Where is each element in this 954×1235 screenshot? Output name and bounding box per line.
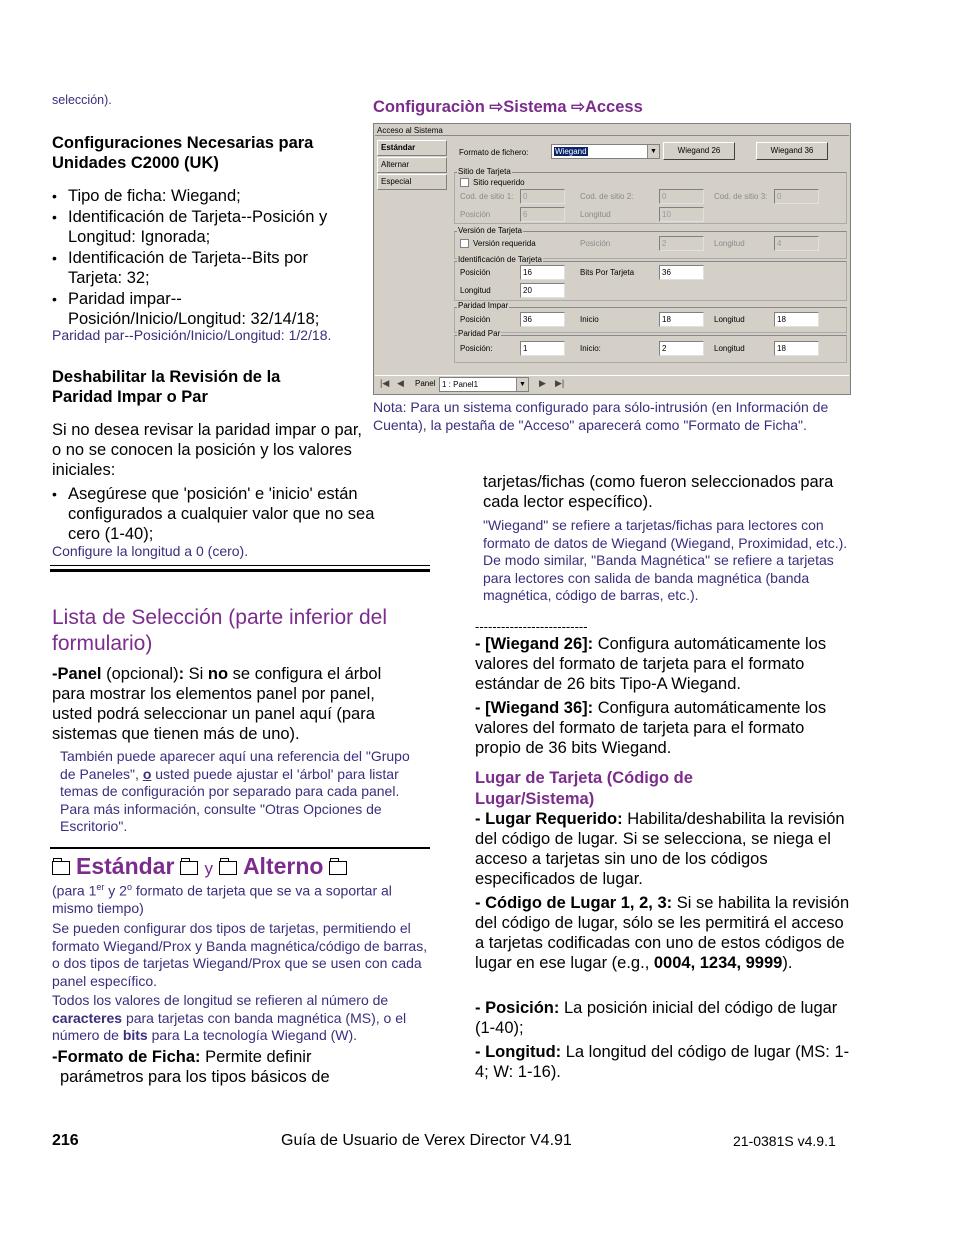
std-subtitle bbox=[52, 879, 432, 918]
panel-note-text: También puede aparecer aquí una referencia del "Grupo de Paneles", bbox=[60, 748, 410, 782]
id-len-label: Longitud bbox=[460, 286, 491, 295]
note-bold: caracteres bbox=[52, 1009, 123, 1026]
odd-start-label: Inicio bbox=[580, 315, 599, 324]
site-code1-field[interactable]: 0 bbox=[520, 189, 565, 204]
list-item: • Tipo de ficha: Wiegand; bbox=[52, 186, 362, 206]
position-label: Posición: bbox=[485, 999, 560, 1017]
site-code-paragraph: - Código de Lugar 1, 2, 3: Si se habilita la revisión del código de lugar, sólo se les permitirá el acceso a tarjetas codificadas con uno de estos códigos de lugar en ese lugar (e.g., 0004, 1234, 9999). bbox=[475, 894, 850, 972]
panel-label: -Panel bbox=[52, 665, 102, 683]
site-group-title: Sitio de Tarjeta bbox=[458, 167, 511, 176]
id-pos-field[interactable]: 16 bbox=[520, 265, 565, 280]
site-code3-label: Cod. de sitio 3: bbox=[714, 192, 768, 201]
site-pos-label: Posición bbox=[460, 210, 491, 219]
id-group bbox=[454, 261, 847, 301]
site-code-end: ). bbox=[782, 954, 793, 972]
site-required-paragraph: - Lugar Requerido: Habilita/deshabilita la revisión del código de lugar. Si se selecciona, se niega el acceso a tarjetas sin uno de los códigos especificados de lugar. bbox=[475, 810, 845, 888]
version-len-label: Longitud bbox=[714, 239, 745, 248]
wiegand-note: "Wiegand" se refiere a tarjetas/fichas para lectores con formato de datos de Wiegand (Wiegand, Proximidad, etc.). De modo similar, "Banda Magnética" se refiere a tarjetas para lectores con salida de banda magnética (banda magnética, código de barras, etc.). bbox=[483, 517, 848, 603]
list-item: • Identificación de Tarjeta--Bits por Tarjeta: 32; bbox=[52, 248, 362, 288]
std-note-2 bbox=[52, 992, 427, 1045]
id-bits-label: Bits Por Tarjeta bbox=[580, 268, 635, 277]
w26-paragraph: - [Wiegand 26]: Configura automáticamente los valores del formato de tarjeta para el formato estándar de 26 bits Tipo-A Wiegand. bbox=[475, 635, 827, 693]
id-pos-label: Posición bbox=[460, 268, 491, 277]
w26-text: Configura automáticamente los valores del formato de tarjeta para el formato estándar de 26 bits Tipo-A Wiegand. bbox=[475, 635, 827, 693]
list-heading: Lista de Selección (parte inferior del formulario) bbox=[52, 606, 388, 655]
std-note-1: Se pueden configurar dos tipos de tarjetas, permitiendo el formato Wiegand/Prox y Banda magnética/código de barras, o dos tipos de tarjetas Wiegand/Prox que se usen con cada panel específico. bbox=[52, 920, 428, 989]
version-required-checkbox[interactable] bbox=[460, 239, 469, 248]
menu-path-item: Configuraciòn bbox=[373, 98, 485, 116]
first-record-icon[interactable]: |◀ bbox=[380, 378, 390, 388]
dashes: -------------------------- bbox=[475, 619, 588, 634]
even-pos-label: Posición: bbox=[460, 344, 493, 353]
uk-note: Paridad par--Posición/Inicio/Longitud: 1/2/18. bbox=[52, 327, 332, 343]
id-bits-field[interactable]: 36 bbox=[659, 265, 704, 280]
arrow-icon: ⇨ bbox=[571, 98, 585, 116]
w36-text: Configura automáticamente los valores del formato de tarjeta para el formato propio de 36 bits Wiegand. bbox=[475, 699, 827, 757]
folder-icon bbox=[52, 861, 70, 875]
std-sub-sup: o bbox=[126, 882, 132, 892]
format-paragraph: -Formato de Ficha: Permite definir parámetros para los tipos básicos de bbox=[52, 1048, 330, 1086]
arrow-icon: ⇨ bbox=[489, 98, 504, 116]
id-group-title: Identificación de Tarjeta bbox=[458, 255, 542, 264]
length-label: Longitud: bbox=[485, 1043, 562, 1061]
format-text: Permite definir parámetros para los tipos básicos de bbox=[60, 1048, 330, 1086]
odd-pos-field[interactable]: 36 bbox=[520, 312, 565, 327]
site-required-text: Habilita/deshabilita la revisión del código de lugar. Si se selecciona, se niega el acceso a tarjetas sin uno de los códigos especificados de lugar. bbox=[475, 810, 845, 888]
page-number: 216 bbox=[52, 1132, 79, 1149]
panel-select-value: 1 : Panel1 bbox=[442, 380, 479, 389]
odd-start-field[interactable]: 18 bbox=[659, 312, 704, 327]
format-value: Wiegand bbox=[555, 147, 587, 156]
std-heading-2: Alterno bbox=[242, 853, 324, 879]
menu-path-item: Sistema bbox=[503, 98, 567, 116]
even-len-label: Longitud bbox=[714, 344, 745, 353]
top-note: selección). bbox=[52, 93, 112, 107]
even-start-field[interactable]: 2 bbox=[659, 341, 704, 356]
length-text: La longitud del código de lugar (MS: 1-4; W: 1-16). bbox=[475, 1043, 850, 1081]
site-len-label: Longitud bbox=[580, 210, 611, 219]
tab-standard[interactable]: Estándar bbox=[377, 140, 447, 156]
std-heading-1: Estándar bbox=[76, 853, 175, 879]
position-text: La posición inicial del código de lugar (1-40); bbox=[475, 999, 838, 1037]
footer-title: Guía de Usuario de Verex Director V4.91 bbox=[281, 1132, 572, 1149]
std-sub-text: y 2 bbox=[104, 882, 127, 899]
w36-paragraph: - [Wiegand 36]: Configura automáticamente los valores del formato de tarjeta para el formato propio de 36 bits Wiegand. bbox=[475, 699, 827, 757]
list-item: • Asegúrese que 'posición' e 'inicio' están configurados a cualquier valor que no sea cero (1-40); bbox=[52, 484, 397, 544]
prev-record-icon[interactable]: ◀ bbox=[397, 378, 404, 388]
figure-note: Nota: Para un sistema configurado para sólo-intrusión (en Información de Cuenta), la pestaña de "Acceso" aparecerá como "Formato de Ficha". bbox=[373, 399, 829, 433]
std-sub-sup: er bbox=[96, 882, 105, 892]
odd-len-label: Longitud bbox=[714, 315, 745, 324]
list-item: • Identificación de Tarjeta--Posición y Longitud: Ignorada; bbox=[52, 207, 362, 247]
divider bbox=[50, 847, 430, 849]
disable-bullet-list bbox=[52, 484, 397, 545]
even-pos-field[interactable]: 1 bbox=[520, 341, 565, 356]
site-heading: Lugar de Tarjeta (Código de Lugar/Sistema) bbox=[475, 769, 693, 808]
even-start-label: Inicio: bbox=[580, 344, 601, 353]
divider bbox=[50, 565, 430, 566]
version-required-label: Versión requerida bbox=[473, 239, 536, 248]
format-select[interactable] bbox=[551, 144, 660, 159]
menu-path bbox=[373, 97, 643, 117]
uk-bullet-list bbox=[52, 186, 362, 330]
even-parity-title: Paridad Par bbox=[458, 329, 501, 338]
site-code-example: 0004, 1234, 9999 bbox=[653, 954, 783, 972]
panel-note-o: o bbox=[142, 765, 152, 782]
id-len-field[interactable]: 20 bbox=[520, 283, 565, 298]
panel-paragraph bbox=[52, 664, 397, 744]
list-item: • Paridad impar-- Posición/Inicio/Longitud: 32/14/18; bbox=[52, 289, 342, 329]
site-code2-label: Cod. de sitio 2: bbox=[580, 192, 634, 201]
odd-parity-title: Paridad Impar bbox=[458, 301, 509, 310]
w26-label: [Wiegand 26]: bbox=[485, 635, 594, 653]
panel-note bbox=[60, 748, 420, 836]
disable-body: Si no desea revisar la paridad impar o par, o no se conocen la posición y los valores iniciales: bbox=[52, 421, 363, 479]
panel-opt: (opcional) bbox=[101, 665, 179, 683]
cont-text: tarjetas/fichas (como fueron seleccionados para cada lector específico). bbox=[483, 473, 834, 511]
wiegand-36-button[interactable]: Wiegand 36 bbox=[756, 142, 828, 160]
site-code1-label: Cod. de sitio 1: bbox=[460, 192, 514, 201]
doc-number: 21-0381S v4.9.1 bbox=[733, 1133, 836, 1149]
site-code3-field[interactable]: 0 bbox=[774, 189, 819, 204]
divider bbox=[50, 569, 430, 572]
format-label: Formato de Ficha: bbox=[57, 1048, 201, 1066]
note-text: para La tecnología Wiegand (W). bbox=[147, 1027, 358, 1043]
w36-label: [Wiegand 36]: bbox=[485, 699, 594, 717]
panel-si: Si bbox=[184, 665, 208, 683]
folder-icon bbox=[180, 861, 198, 875]
chevron-down-icon: ▼ bbox=[647, 145, 659, 158]
length-paragraph: - Longitud: La longitud del código de lugar (MS: 1-4; W: 1-16). bbox=[475, 1043, 850, 1081]
tab-alternate[interactable]: Alternar bbox=[377, 157, 447, 173]
record-nav-bar bbox=[375, 375, 849, 393]
panel-text: se configura el árbol para mostrar los elementos panel por panel, usted podrá seleccionar un panel aquí (para sistemas que tienen más de uno). bbox=[52, 665, 382, 743]
disable-heading: Deshabilitar la Revisión de la Paridad Impar o Par bbox=[52, 368, 281, 406]
access-dialog bbox=[373, 123, 851, 395]
format-label: Formato de fichero: bbox=[459, 148, 529, 157]
site-code2-field[interactable]: 0 bbox=[659, 189, 704, 204]
nav-panel-label: Panel bbox=[415, 379, 436, 388]
version-group-title: Versión de Tarjeta bbox=[458, 226, 522, 235]
site-required-label: Lugar Requerido: bbox=[485, 810, 623, 828]
folder-icon bbox=[219, 861, 237, 875]
note-text: para tarjetas con banda magnética (MS), o el número de bbox=[52, 1009, 407, 1043]
site-required-checkbox[interactable] bbox=[460, 178, 469, 187]
site-len-field[interactable]: 10 bbox=[659, 207, 704, 222]
even-len-field[interactable]: 18 bbox=[774, 341, 819, 356]
disable-note: Configure la longitud a 0 (cero). bbox=[52, 543, 249, 559]
menu-path-item: Access bbox=[584, 98, 643, 116]
tab-column bbox=[377, 140, 447, 191]
site-pos-field[interactable]: 6 bbox=[520, 207, 565, 222]
panel-select[interactable] bbox=[439, 377, 529, 392]
panel-colon: : bbox=[178, 665, 185, 683]
odd-pos-label: Posición bbox=[460, 315, 491, 324]
chevron-down-icon: ▼ bbox=[516, 378, 528, 391]
folder-icon bbox=[329, 861, 347, 875]
version-pos-label: Posición bbox=[580, 239, 611, 248]
version-pos-field[interactable]: 2 bbox=[659, 236, 704, 251]
position-paragraph: - Posición: La posición inicial del código de lugar (1-40); bbox=[475, 999, 838, 1037]
note-text: Todos los valores de longitud se refieren al número de bbox=[52, 992, 389, 1008]
note-bold: bits bbox=[122, 1027, 148, 1043]
next-record-icon[interactable]: ▶ bbox=[539, 378, 546, 388]
std-heading bbox=[52, 853, 353, 882]
last-record-icon[interactable]: ▶| bbox=[555, 378, 565, 388]
panel-no: no bbox=[207, 665, 229, 683]
wiegand-26-button[interactable]: Wiegand 26 bbox=[663, 142, 735, 160]
std-heading-y: y bbox=[204, 859, 213, 878]
uk-heading: Configuraciones Necesarias para Unidades C2000 (UK) bbox=[52, 134, 314, 172]
site-code-text: Si se habilita la revisión del código de lugar, sólo se les permitirá el acceso a tarjetas codificadas con uno de estos códigos de lugar en ese lugar (e.g., bbox=[475, 894, 850, 972]
tab-special[interactable]: Especial bbox=[377, 174, 447, 190]
odd-len-field[interactable]: 18 bbox=[774, 312, 819, 327]
std-sub-text: (para 1 bbox=[52, 882, 97, 899]
std-sub-text: formato de tarjeta que se va a soportar al mismo tiempo) bbox=[52, 882, 392, 917]
version-len-field[interactable]: 4 bbox=[774, 236, 819, 251]
site-required-label: Sitio requerido bbox=[473, 178, 525, 187]
dialog-title: Acceso al Sistema bbox=[375, 125, 849, 136]
panel-note-text: usted puede ajustar el 'árbol' para listar temas de configuración por separado para cada panel. Para más información, consulte "Otras Opciones de Escritorio". bbox=[60, 765, 400, 834]
site-code-label: Código de Lugar 1, 2, 3: bbox=[485, 894, 673, 912]
